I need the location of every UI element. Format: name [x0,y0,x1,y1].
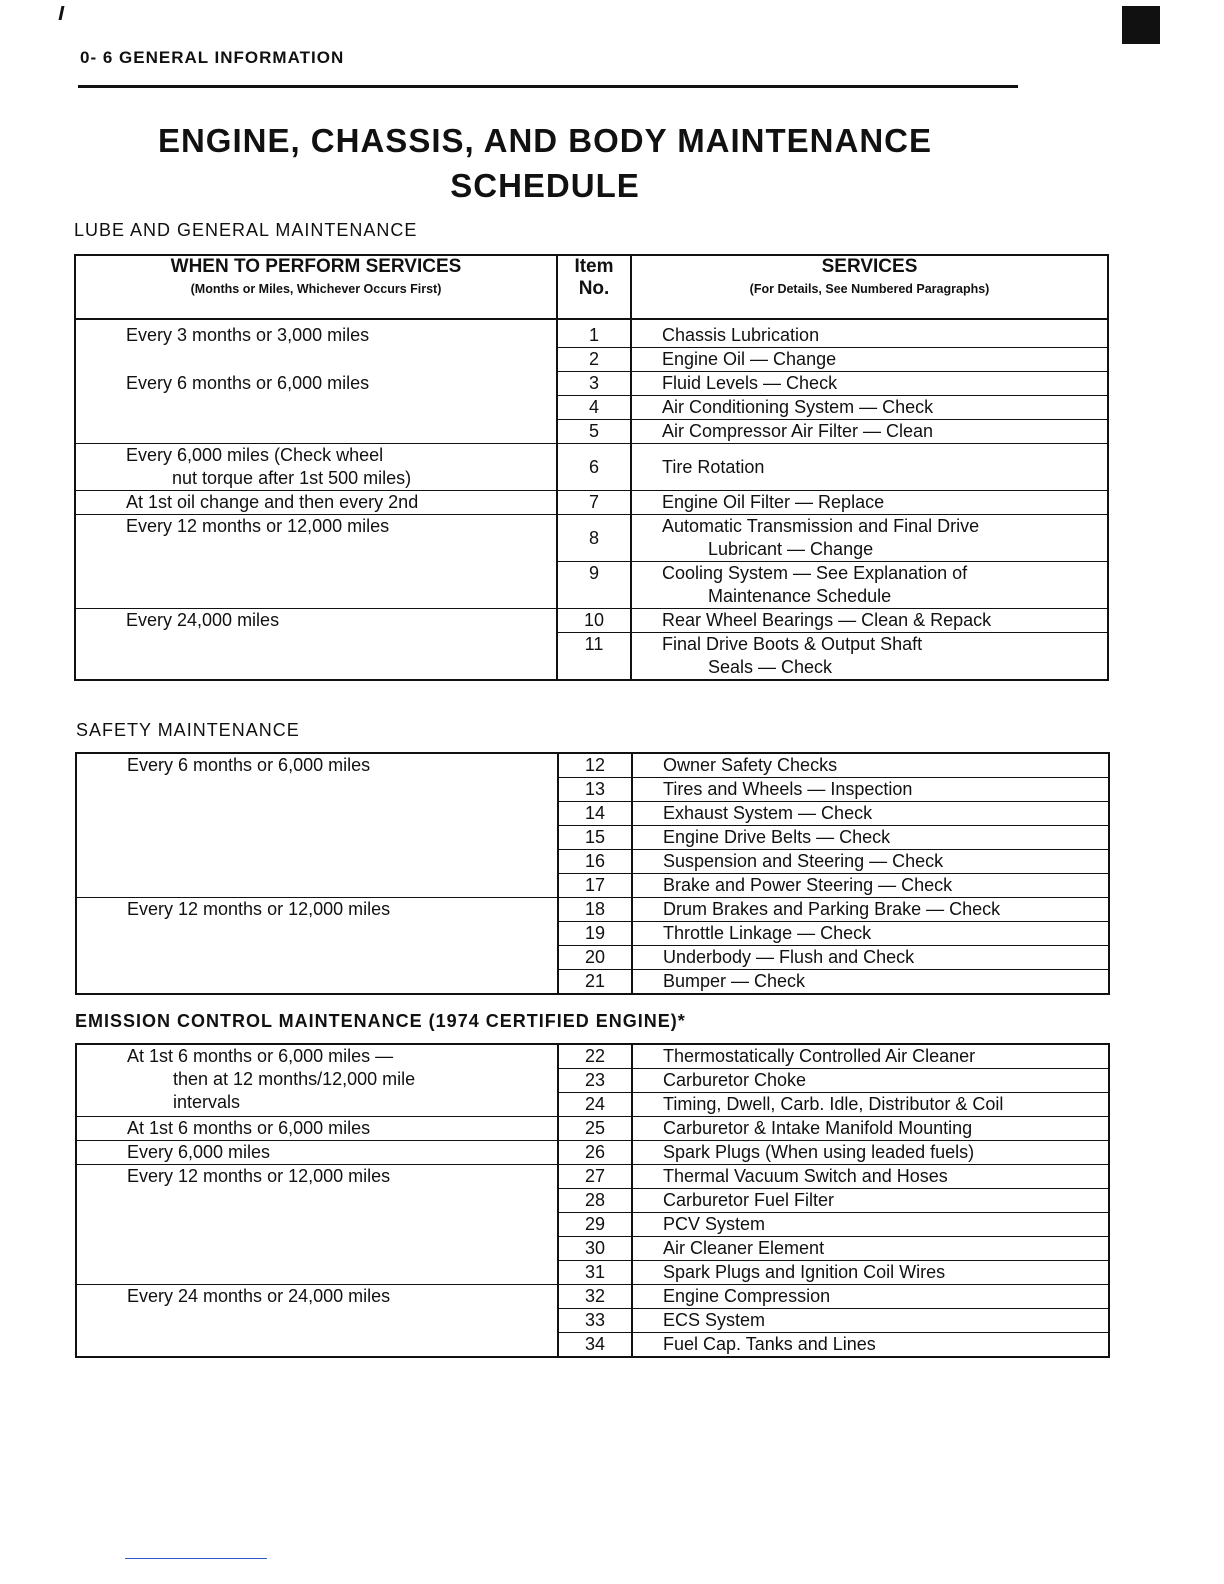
interval-cell: Every 6 months or 6,000 miles [75,372,557,444]
item-no: 20 [558,946,632,970]
interval-cell: Every 12 months or 12,000 miles [75,515,557,609]
interval-line: intervals [173,1092,241,1112]
service-line: Seals — Check [708,657,833,677]
item-no: 30 [558,1237,632,1261]
table-row [76,1165,1109,1189]
service-line: Automatic Transmission and Final Drive [662,516,980,536]
page-title-line2: SCHEDULE [450,167,640,204]
interval-line: Every 12 months or 12,000 miles [127,1166,391,1186]
table-row [75,444,1108,491]
item-no: 21 [558,970,632,995]
item-no: 18 [558,898,632,922]
item-no: 32 [558,1285,632,1309]
emission-table [75,1043,1110,1358]
table-row [76,1117,1109,1141]
table-row [76,1285,1109,1309]
item-no: 24 [558,1093,632,1117]
header-rule [78,85,1018,88]
item-no: 25 [558,1117,632,1141]
item-no: 9 [557,562,631,609]
service-cell: Brake and Power Steering — Check [632,874,1109,898]
item-no: 10 [557,609,631,633]
service-cell: PCV System [632,1213,1109,1237]
page-title-line1: ENGINE, CHASSIS, AND BODY MAINTENANCE [157,122,933,159]
service-cell: Engine Oil — Change [631,348,1108,372]
item-no: 28 [558,1189,632,1213]
interval-cell [76,1044,558,1117]
item-no: 33 [558,1309,632,1333]
service-cell: Carburetor Choke [632,1069,1109,1093]
item-no: 3 [557,372,631,396]
interval-cell [76,753,558,898]
service-cell: Spark Plugs (When using leaded fuels) [632,1141,1109,1165]
interval-line: Every 6,000 miles (Check wheel [126,445,384,465]
section-lube-label: LUBE AND GENERAL MAINTENANCE [74,220,418,240]
interval-cell: Every 24,000 miles [75,609,557,681]
service-cell: Thermostatically Controlled Air Cleaner [632,1044,1109,1069]
item-no: 26 [558,1141,632,1165]
item-no: 7 [557,491,631,515]
safety-table [75,752,1110,995]
item-no: 12 [558,753,632,778]
interval-line: Every 6 months or 6,000 miles [127,755,371,775]
service-cell [631,562,1108,609]
service-cell: Bumper — Check [632,970,1109,995]
item-no: 16 [558,850,632,874]
when-header-label: WHEN TO PERFORM SERVICES [170,256,462,277]
service-line: Maintenance Schedule [708,586,892,606]
page-corner-tab [1122,6,1160,44]
services-header-label: SERVICES [821,256,918,277]
service-cell: Air Conditioning System — Check [631,396,1108,420]
item-no: 4 [557,396,631,420]
service-cell: Tire Rotation [631,444,1108,491]
interval-line: then at 12 months/12,000 mile [173,1069,416,1089]
service-cell: Engine Oil Filter — Replace [631,491,1108,515]
item-no: 31 [558,1261,632,1285]
interval-cell [76,1117,558,1141]
item-no: 23 [558,1069,632,1093]
item-no: 1 [557,319,631,348]
service-cell: Rear Wheel Bearings — Clean & Repack [631,609,1108,633]
lube-table [74,254,1109,681]
table-row [75,372,1108,396]
service-cell: Engine Compression [632,1285,1109,1309]
table-row [75,515,1108,562]
table-row [75,491,1108,515]
service-cell: Fluid Levels — Check [631,372,1108,396]
service-cell: Drum Brakes and Parking Brake — Check [632,898,1109,922]
item-no: 2 [557,348,631,372]
interval-cell [76,1165,558,1285]
item-no: 17 [558,874,632,898]
interval-line: At 1st 6 months or 6,000 miles [127,1118,371,1138]
item-no: 8 [557,515,631,562]
section-safety-label: SAFETY MAINTENANCE [76,720,300,740]
table-row [76,1141,1109,1165]
service-cell: Tires and Wheels — Inspection [632,778,1109,802]
service-cell: Fuel Cap. Tanks and Lines [632,1333,1109,1358]
interval-line: nut torque after 1st 500 miles) [172,468,412,488]
item-no: 27 [558,1165,632,1189]
table-row [75,319,1108,348]
services-header [631,255,1108,319]
service-cell [631,633,1108,681]
service-cell: Thermal Vacuum Switch and Hoses [632,1165,1109,1189]
services-header-sub: (For Details, See Numbered Paragraphs) [749,282,990,296]
interval-cell [76,898,558,995]
service-cell: Underbody — Flush and Check [632,946,1109,970]
corner-tick-mark [59,6,65,20]
item-no: 6 [557,444,631,491]
table-row [76,898,1109,922]
section-emission-label: EMISSION CONTROL MAINTENANCE (1974 CERTIFIED ENGINE)* [75,1011,686,1031]
item-no: 15 [558,826,632,850]
page-header: 0- 6 GENERAL INFORMATION [80,48,345,67]
service-cell [631,515,1108,562]
interval-line: Every 12 months or 12,000 miles [127,899,391,919]
service-cell: Air Compressor Air Filter — Clean [631,420,1108,444]
interval-line: Every 6,000 miles [127,1142,271,1162]
service-line: Final Drive Boots & Output Shaft [662,634,923,654]
interval-cell: At 1st oil change and then every 2nd [75,491,557,515]
item-header-label: Item [574,256,614,277]
service-cell: Suspension and Steering — Check [632,850,1109,874]
item-no: 22 [558,1044,632,1069]
service-cell: Throttle Linkage — Check [632,922,1109,946]
table-row [76,1044,1109,1069]
service-line: Lubricant — Change [708,539,874,559]
item-header [557,255,631,319]
item-no: 13 [558,778,632,802]
interval-cell: Every 3 months or 3,000 miles [75,319,557,372]
service-cell: Timing, Dwell, Carb. Idle, Distributor & Coil [632,1093,1109,1117]
item-no: 19 [558,922,632,946]
service-line: Cooling System — See Explanation of [662,563,968,583]
item-no: 29 [558,1213,632,1237]
item-header-no: No. [578,278,610,299]
interval-cell [76,1141,558,1165]
item-no: 14 [558,802,632,826]
item-no: 34 [558,1333,632,1358]
service-cell: Spark Plugs and Ignition Coil Wires [632,1261,1109,1285]
service-cell: ECS System [632,1309,1109,1333]
table-row [75,609,1108,633]
interval-cell [76,1285,558,1358]
service-cell: Carburetor & Intake Manifold Mounting [632,1117,1109,1141]
service-cell: Air Cleaner Element [632,1237,1109,1261]
table-row [76,753,1109,778]
when-header-sub: (Months or Miles, Whichever Occurs First) [190,282,442,296]
service-cell: Exhaust System — Check [632,802,1109,826]
when-header [75,255,557,319]
interval-line: At 1st 6 months or 6,000 miles — [127,1046,394,1066]
bottom-rule [125,1558,267,1559]
service-cell: Owner Safety Checks [632,753,1109,778]
service-cell: Engine Drive Belts — Check [632,826,1109,850]
interval-cell [75,444,557,491]
item-no: 5 [557,420,631,444]
item-no: 11 [557,633,631,681]
service-cell: Chassis Lubrication [631,319,1108,348]
interval-line: Every 24 months or 24,000 miles [127,1286,391,1306]
service-cell: Carburetor Fuel Filter [632,1189,1109,1213]
